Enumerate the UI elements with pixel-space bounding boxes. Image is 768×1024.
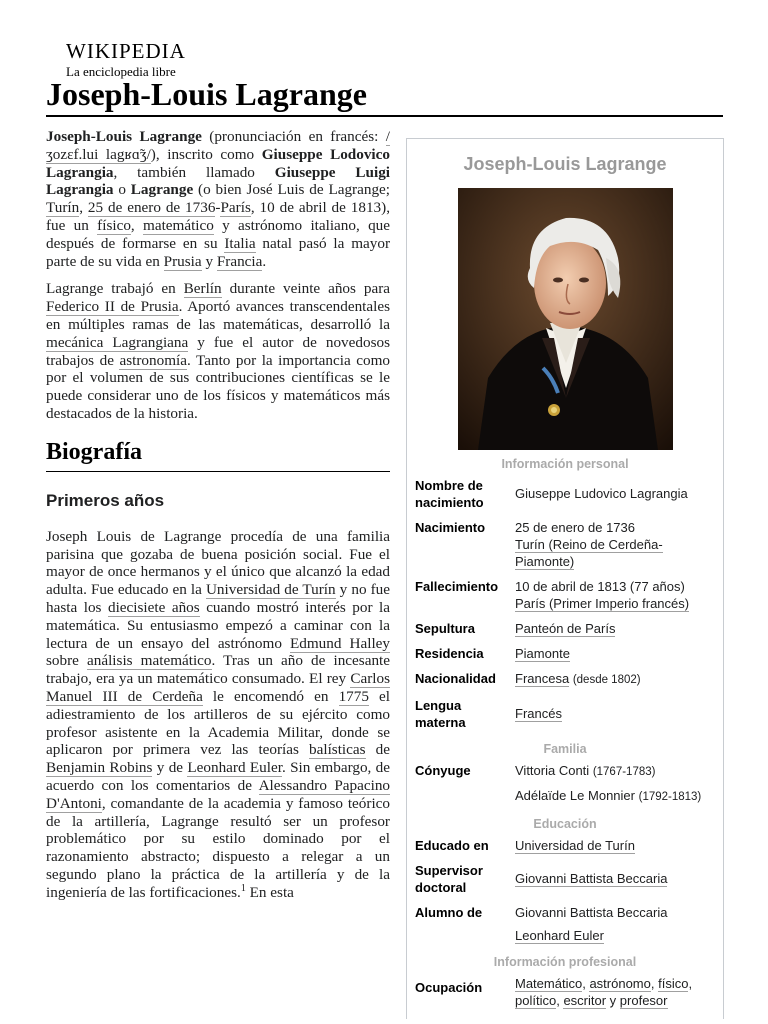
reference-marker[interactable]: 1 [240, 882, 246, 894]
teacher-beccaria: Giovanni Battista Beccaria [515, 905, 668, 920]
link-occupation-fisico[interactable]: físico [658, 976, 689, 991]
infobox-title: Joseph-Louis Lagrange [463, 154, 667, 174]
text: , también llamado [113, 163, 275, 181]
link-death-place[interactable]: París (Primer Imperio francés) [515, 596, 690, 611]
pronunciation-link[interactable]: /ʒozɛf.lui lagʁɑ̃ʒ/ [46, 128, 390, 163]
link-mecanica[interactable]: mecánica Lagrangiana [46, 333, 189, 351]
link-occupation-politico[interactable]: político [515, 993, 557, 1008]
title-divider [46, 115, 723, 117]
text: Joseph Louis de Lagrange procedía de una familia parisina que gozaba de buena posición social. Fue el mayor de once hermanos y el único que alcanzó la edad adulta. Fue educado en la [46, 527, 390, 599]
link-birth-date[interactable]: 25 de enero de 1736 [87, 199, 216, 217]
link-universidad-turin[interactable]: Universidad de Turín [515, 838, 635, 853]
row-student-of [407, 900, 723, 948]
link-matematico[interactable]: matemático [143, 216, 214, 234]
alt-name-1: Giuseppe Lodovico Lagrangia [46, 145, 390, 181]
section-education: Educación [533, 817, 597, 831]
spouse-1-dates: (1767-1783) [592, 766, 656, 778]
value-student-of [515, 904, 715, 944]
label-birth: Nacimiento [415, 520, 486, 535]
article-body [46, 128, 390, 911]
text: y [606, 993, 620, 1008]
value-spouse [515, 762, 715, 806]
text: durante veinte años para [221, 280, 390, 298]
text: - [215, 199, 221, 217]
section-personal: Información personal [501, 457, 629, 471]
text: y [201, 252, 217, 270]
alt-name-2: Giuseppe Luigi Lagrangia [46, 163, 391, 199]
text: o [113, 181, 131, 199]
label-language: Lengua materna [415, 698, 466, 730]
label-occupation: Ocupación [415, 980, 483, 995]
text: , 10 de abril de 1813), fue un [46, 199, 391, 234]
text: , [130, 216, 144, 234]
row-death [407, 574, 723, 616]
text: , [582, 976, 590, 991]
link-robins[interactable]: Benjamin Robins [46, 759, 153, 777]
text: . Aportó avances transcendentales en múltiples ramas de las matemáticas, desarrolló la [46, 298, 390, 333]
infobox [406, 138, 724, 1019]
label-nationality: Nacionalidad [415, 671, 496, 686]
text: , [79, 199, 88, 217]
row-occupation [407, 971, 723, 1013]
link-universidad[interactable]: Universidad de Turín [205, 581, 336, 599]
link-occupation-astronomo[interactable]: astrónomo [589, 976, 651, 991]
link-paris[interactable]: París [220, 199, 251, 217]
text: , [688, 976, 693, 991]
text: . Tras un año de incesante trabajo, era ya un matemático consumado. El rey [46, 652, 390, 688]
text: (o bien José Luis de Lagrange; [193, 181, 390, 199]
second-paragraph [46, 280, 390, 422]
row-burial [407, 616, 723, 641]
text: , comandante de la academia y famoso teórico de la artillería, Lagrange resultó ser un profesor problemático por su estilo dominado por el razonamiento abstracto; dispuesto a relegar a un segundo plano la práctica de la artillería y de la ingeniería de las fortificaciones. [46, 794, 390, 901]
link-analisis[interactable]: análisis matemático [87, 652, 212, 670]
text: En esta [245, 883, 294, 901]
row-language [407, 693, 723, 735]
text: , [650, 976, 659, 991]
section-professional: Información profesional [493, 955, 637, 969]
nationality-note: (desde 1802) [572, 674, 641, 686]
link-dantoni[interactable]: Alessandro Papacino D'Antoni [46, 776, 391, 812]
link-occupation-matematico[interactable]: Matemático [515, 976, 583, 991]
link-occupation-escritor[interactable]: escritor [563, 993, 607, 1008]
link-astronomia[interactable]: astronomía [119, 351, 187, 369]
label-spouse: Cónyuge [415, 763, 471, 778]
text: . Tanto por la importancia como por el volumen de sus contribuciones científicas se le puede considerar uno de los físicos y matemáticos más destacados de la historia. [46, 351, 390, 422]
link-berlin[interactable]: Berlín [183, 280, 222, 298]
row-residence [407, 641, 723, 666]
label-student-of: Alumno de [415, 905, 483, 920]
value-birth [515, 519, 715, 570]
text: de [365, 741, 390, 759]
spouse-1: Vittoria Conti [515, 763, 590, 778]
section-heading: Biografía [46, 438, 142, 465]
birth-date: 25 de enero de 1736 [515, 520, 635, 535]
text: le encomendó en [202, 687, 339, 705]
link-turin[interactable]: Turín [46, 199, 80, 217]
label-death: Fallecimiento [415, 579, 499, 594]
row-educated-at [407, 833, 723, 858]
spouse-2: Adélaïde Le Monnier [515, 788, 635, 803]
label-educated-at: Educado en [415, 838, 489, 853]
text: Lagrange trabajó en [46, 280, 184, 298]
value-birth-name: Giuseppe Ludovico Lagrangia [515, 486, 688, 501]
link-balisticas[interactable]: balísticas [309, 741, 366, 759]
value-death [515, 578, 715, 612]
row-supervisor [407, 858, 723, 900]
text: el adiestramiento de los artilleros de su ejército como profesor asistente en la Academia Militar, donde se aplicaron por primera vez las teorías [46, 687, 391, 759]
logo-wordmark: WIKIPEDIA [66, 39, 186, 63]
label-burial: Sepultura [415, 621, 475, 636]
link-carlos-manuel[interactable]: Carlos Manuel III de Cerdeña [46, 670, 390, 705]
label-residence: Residencia [415, 646, 484, 661]
death-date: 10 de abril de 1813 (77 años) [515, 579, 685, 594]
text: y astrónomo italiano, que después de formarse en su [46, 216, 391, 252]
intro-paragraph [46, 128, 390, 270]
link-teacher-euler[interactable]: Leonhard Euler [515, 928, 604, 943]
link-halley[interactable]: Edmund Halley [290, 634, 390, 652]
text: ), inscrito como [150, 145, 262, 163]
alt-name-3: Lagrange [130, 181, 194, 199]
link-italia[interactable]: Italia [224, 234, 256, 252]
link-federico[interactable]: Federico II de Prusia [46, 298, 179, 316]
link-occupation-profesor[interactable]: profesor [619, 993, 668, 1008]
link-euler[interactable]: Leonhard Euler [187, 759, 282, 777]
link-prusia[interactable]: Prusia [163, 252, 202, 270]
subsection-heading: Primeros años [46, 490, 165, 510]
text: cuando mostró interés por la matemática. Su entusiasmo empezó a caminar con la lectura de un ensayo del astrónomo [46, 598, 390, 652]
link-francia[interactable]: Francia [216, 252, 263, 270]
page-title: Joseph-Louis Lagrange [46, 76, 367, 112]
text: . [262, 252, 267, 270]
text: sobre [46, 652, 88, 670]
row-spouse [407, 758, 723, 810]
link-birth-place[interactable]: Turín (Reino de Cerdeña-Piamonte) [515, 537, 663, 569]
link-francesa[interactable]: Francesa [515, 671, 570, 686]
link-diecisiete[interactable]: diecisiete años [107, 598, 200, 616]
link-pantheon[interactable]: Panteón de París [515, 621, 616, 636]
link-piamonte[interactable]: Piamonte [515, 646, 570, 661]
section-family: Familia [543, 742, 587, 756]
link-1775[interactable]: 1775 [338, 687, 369, 705]
label-birth-name: Nombre de nacimiento [415, 478, 484, 510]
text: , [556, 993, 564, 1008]
portrait-image[interactable] [458, 188, 673, 450]
link-beccaria[interactable]: Giovanni Battista Beccaria [515, 871, 668, 886]
biography-paragraph [46, 528, 390, 902]
logo-tagline: La enciclopedia libre [66, 64, 176, 79]
subject-name: Joseph-Louis Lagrange [46, 128, 202, 145]
text: y fue el autor de novedosos trabajos de [46, 333, 390, 369]
text: y no fue hasta los [46, 581, 390, 616]
text: natal pasó la mayor parte de su vida en [46, 234, 390, 270]
row-birth [407, 515, 723, 574]
link-frances[interactable]: Francés [515, 706, 562, 721]
value-occupation [515, 975, 715, 1009]
row-birth-name [407, 473, 723, 515]
section-divider [46, 471, 390, 472]
label-supervisor: Supervisor doctoral [415, 863, 483, 895]
row-nationality [407, 666, 723, 693]
spouse-2-dates: (1792-1813) [638, 791, 702, 803]
link-fisico[interactable]: físico [97, 216, 131, 234]
text: (pronunciación en francés: [201, 128, 386, 145]
text: y de [152, 759, 188, 777]
text: . Sin embargo, de acuerdo con los comentarios de [46, 759, 390, 794]
